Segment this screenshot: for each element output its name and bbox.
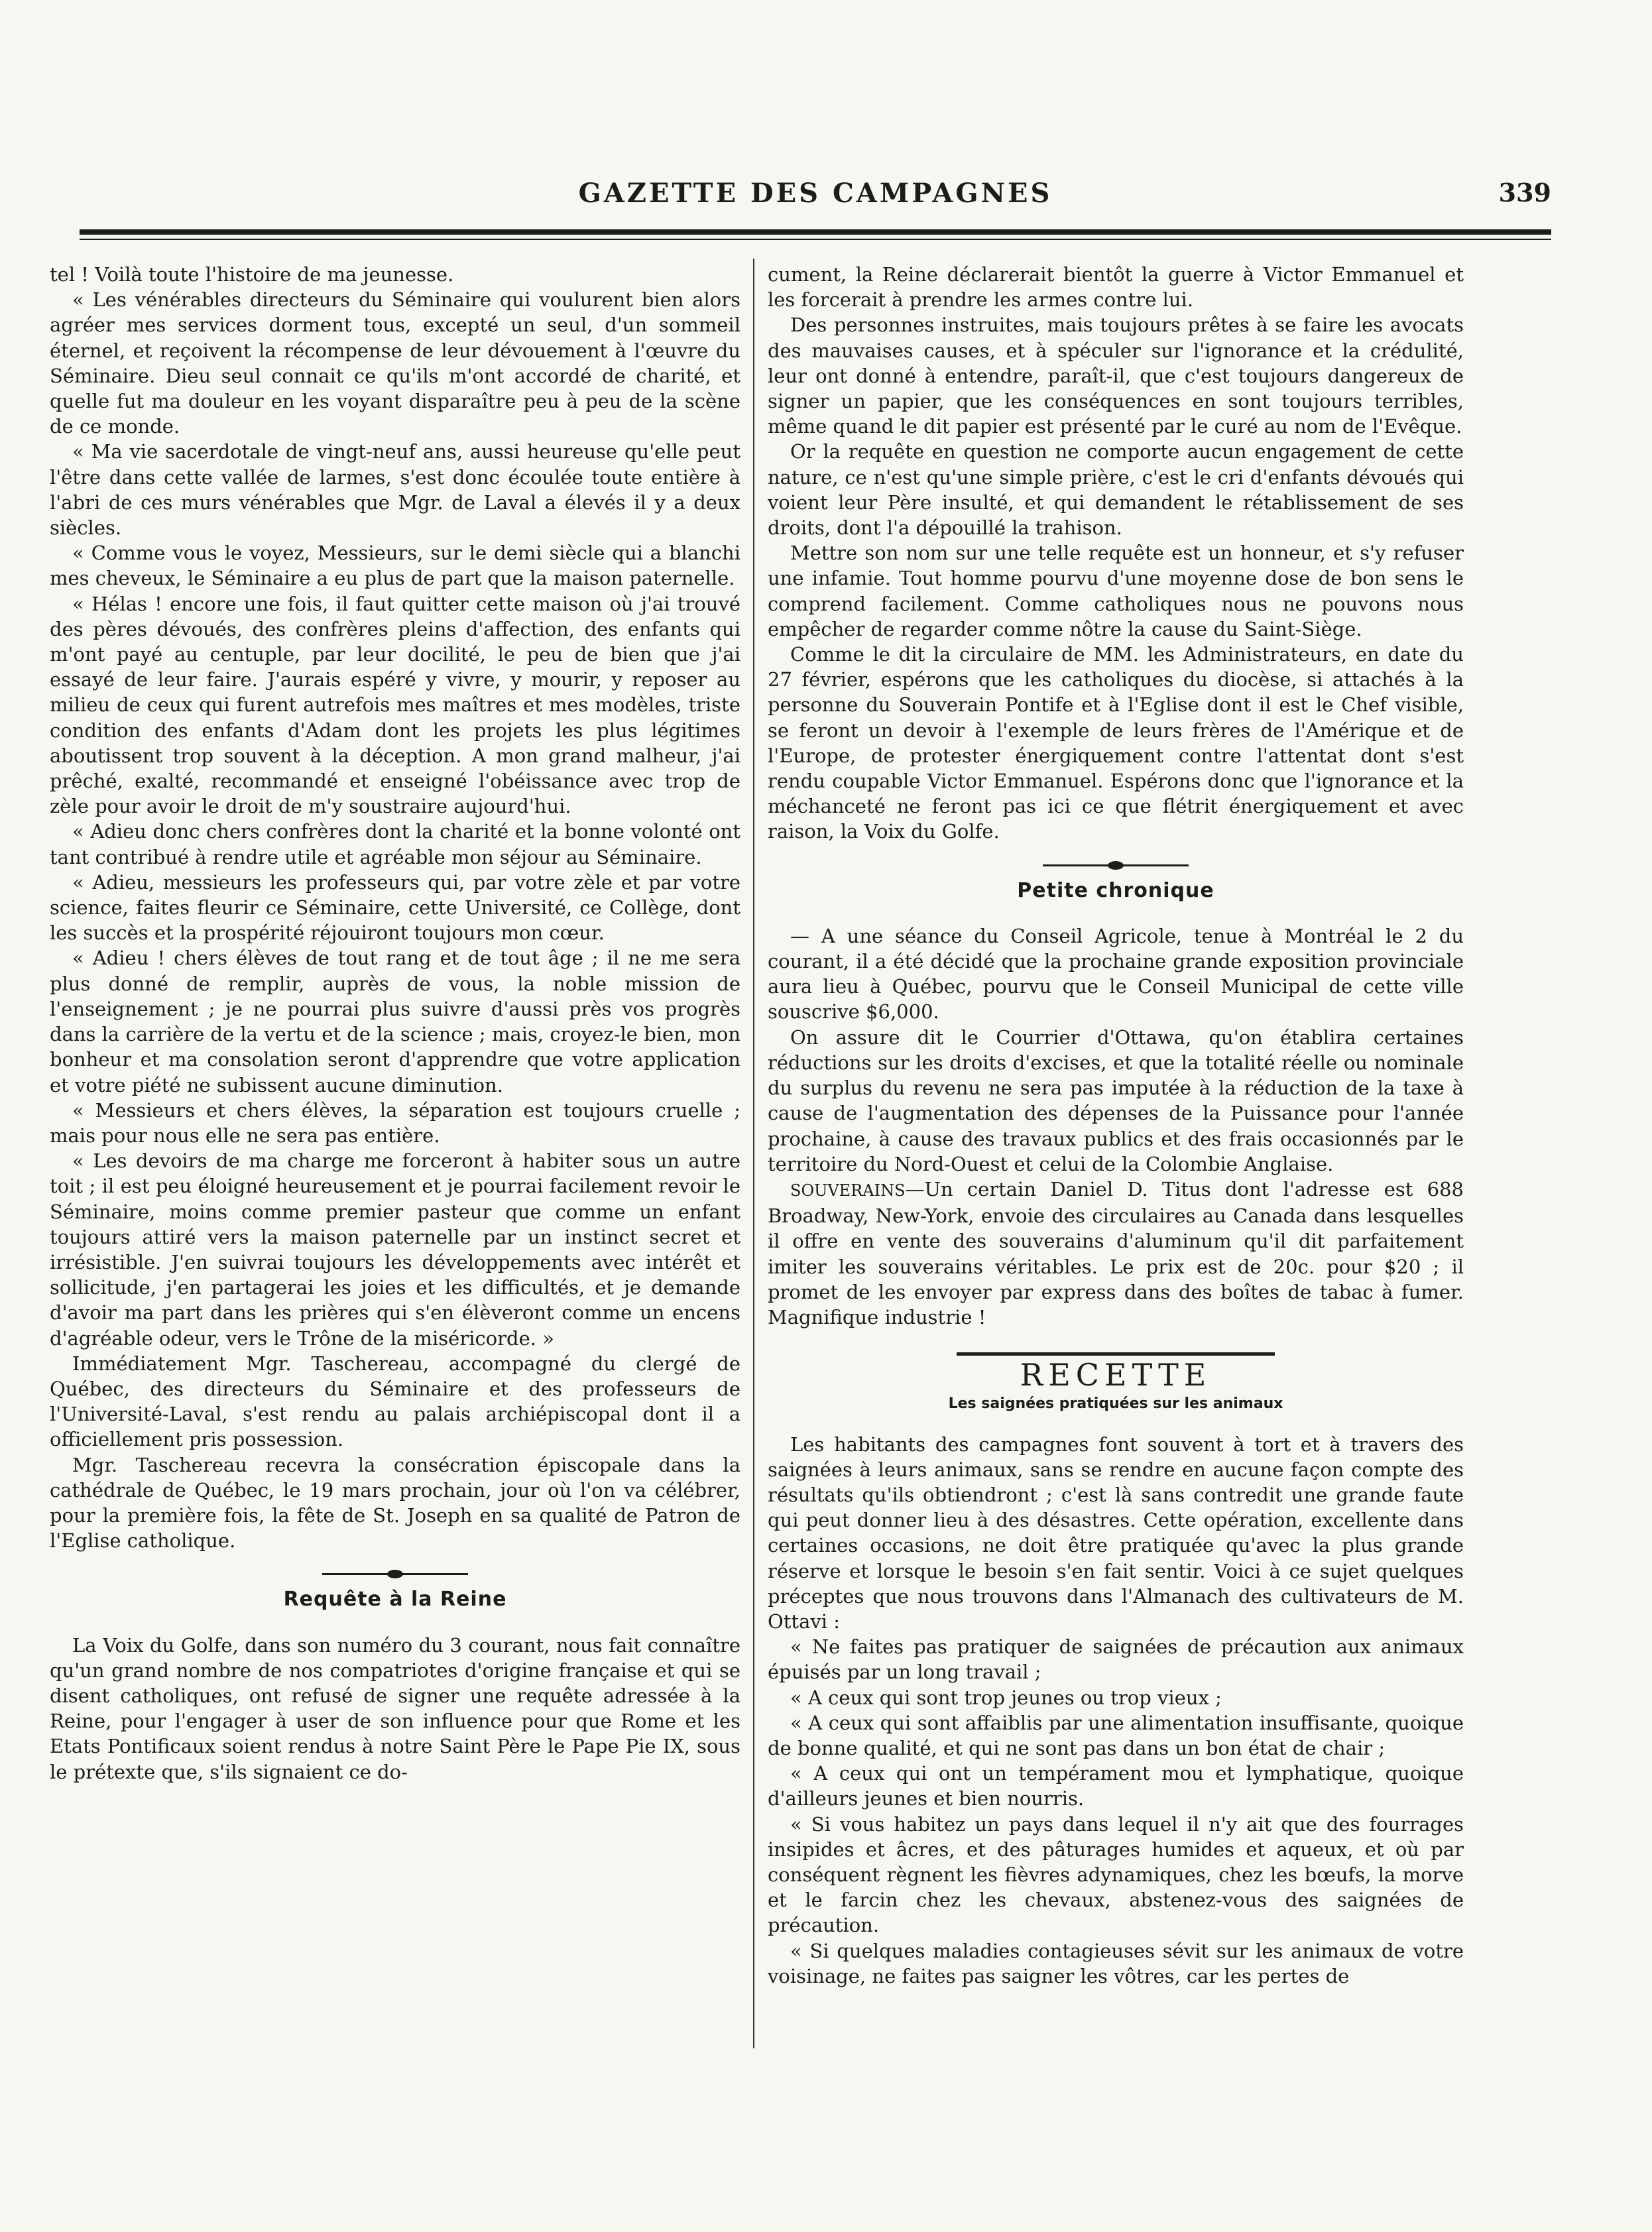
section-title-requete: Requête à la Reine: [283, 1588, 507, 1612]
paragraph: [50, 1148, 740, 1351]
recette-rule: [957, 1352, 1275, 1356]
paragraph: [768, 1938, 1464, 1989]
paragraph: [50, 1098, 740, 1148]
paragraph: [768, 1710, 1464, 1761]
paragraph: [50, 1452, 740, 1554]
paragraph-text: Immédiatement Mgr. Taschereau, accompagné du clergé de Québec, des directeurs du Séminaire et des professeurs de l'Université-Laval, s'est rendu au palais archiépiscopal dont il a officiellement pris possession.: [50, 1352, 740, 1451]
right-article-body: [768, 262, 1464, 845]
paragraph-text: « Si vous habitez un pays dans lequel il n'y ait que des fourrages insipides et âcres, et des pâturages humides et aqueux, et où par conséquent règnent les fièvres adynamiques, chez les bœufs, la morve et le farcin chez les chevaux, abstenez-vous des saignées de précaution.: [768, 1812, 1464, 1937]
paragraph-text: Mettre son nom sur une telle requête est un honneur, et s'y refuser une infamie. Tout homme pourvu d'une moyenne dose de bon sens le comprend facilement. Comme catholiques nous ne pouvons nous empêcher de regarder comme nôtre la cause du Saint-Siège.: [768, 542, 1464, 640]
paragraph-text: —Un certain Daniel D. Titus dont l'adresse est 688 Broadway, New-York, envoie des circulaires au Canada dans lesquelles il offre en vente des souverains d'aluminum qu'il dit parfaitement imiter les souverains véritables. Le prix est de 20c. pour $20 ; il promet de les envoyer par express dans des boîtes de tabac à fumer. Magnifique industrie !: [768, 1177, 1464, 1328]
paragraph-text: « Les devoirs de ma charge me forceront à habiter sous un autre toit ; il est peu éloigné heureusement et je pourrai facilement revoir le Séminaire, moins comme premier pasteur que comme un enfant toujours attiré vers la maison paternelle par un instinct secret et irrésistible. J'en suivrai toujours les développements avec intérêt et sollicitude, j'en partagerai les joies et les difficultés, et je demande d'avoir ma part dans les prières qui s'en élèveront comme un encens d'agréable odeur, vers le Trône de la miséricorde. »: [50, 1149, 740, 1350]
paragraph-text: cument, la Reine déclarerait bientôt la guerre à Victor Emmanuel et les forcerait à prendre les armes contre lui.: [768, 263, 1464, 312]
page-number: 339: [1498, 178, 1551, 207]
paragraph: [768, 1432, 1464, 1635]
paragraph-text: Or la requête en question ne comporte aucun engagement de cette nature, ce n'est qu'une simple prière, c'est le cri d'enfants dévoués qui voient leur Père insulté, et qui demandent le rétablissement de ses droits, dont l'a dépouillé la trahison.: [768, 440, 1464, 540]
paragraph-text: « Hélas ! encore une fois, il faut quitter cette maison où j'ai trouvé des pères dévoués, des confrères pleins d'affection, des enfants qui m'ont payé au centuple, par leur docilité, le peu de bien que j'ai essayé de leur faire. J'aurais espéré y vivre, y mourir, y reposer au milieu de ceux qui furent autrefois mes maîtres et mes modèles, triste condition des enfants d'Adam dont les projets les plus légitimes aboutissent trop souvent à la déception. A mon grand malheur, j'ai prêché, exalté, recommandé et enseigné l'obéissance avec trop de zèle pour avoir le droit de m'y soustraire aujourd'hui.: [50, 592, 740, 818]
paragraph: [50, 591, 740, 819]
paragraph: [768, 1685, 1464, 1710]
paragraph-text: « Adieu donc chers confrères dont la charité et la bonne volonté ont tant contribué à rendre utile et agréable mon séjour au Séminaire.: [50, 820, 740, 868]
paragraph-lead: SOUVERAINS: [790, 1181, 906, 1200]
paragraph-text: « Ne faites pas pratiquer de saignées de précaution aux animaux épuisés par un long travail ;: [768, 1635, 1464, 1684]
paragraph: [50, 870, 740, 946]
paragraph: [50, 287, 740, 439]
paragraph-text: — A une séance du Conseil Agricole, tenue à Montréal le 2 du courant, il a été décidé que la prochaine grande exposition provinciale aura lieu à Québec, pourvu que le Conseil Municipal de cette ville souscrive $6,000.: [768, 924, 1464, 1024]
paragraph-text: « Messieurs et chers élèves, la séparation est toujours cruelle ; mais pour nous elle ne sera pas entière.: [50, 1098, 740, 1147]
paragraph: [768, 642, 1464, 845]
paragraph-text: Les habitants des campagnes font souvent à tort et à travers des saignées à leurs animaux, sans se rendre en aucune façon compte des résultats qu'ils obtiendront ; c'est là sans contredit une grande faute qui peut donner lieu à des désastres. Cette opération, excellente dans certaines occasions, ne doit être pratiquée qu'avec la plus grande réserve et lorsque le besoin s'en fait sentir. Voici à ce sujet quelques préceptes que nous trouvons dans l'Almanach des cultivateurs de M. Ottavi :: [768, 1433, 1464, 1633]
recette-subtitle: Les saignées pratiquées sur les animaux: [948, 1395, 1283, 1413]
paragraph-text: « A ceux qui sont trop jeunes ou trop vieux ;: [790, 1686, 1222, 1709]
newspaper-title: GAZETTE DES CAMPAGNES: [578, 178, 1053, 209]
paragraph: [50, 1351, 740, 1452]
paragraph: [768, 1812, 1464, 1938]
paragraph-text: « Ma vie sacerdotale de vingt-neuf ans, aussi heureuse qu'elle peut l'être dans cette vallée de larmes, s'est donc écoulée toute entière à l'abri de ces murs vénérables que Mgr. de Laval a élevés il y a deux siècles.: [50, 440, 740, 540]
paragraph: [50, 945, 740, 1097]
left-article-body: [50, 262, 740, 1553]
paragraph-text: « A ceux qui ont un tempérament mou et lymphatique, quoique d'ailleurs jeunes et bien nourris.: [768, 1762, 1464, 1810]
paragraph: [768, 1177, 1464, 1330]
paragraph: [768, 923, 1464, 1025]
paragraph: [50, 439, 740, 540]
requete-article-body: [50, 1633, 740, 1785]
paragraph-text: « Adieu ! chers élèves de tout rang et de tout âge ; il ne me sera plus donné de remplir, auprès de vous, la noble mission de l'enseignement ; je ne pourrai plus suivre d'aussi près vos progrès dans la carrière de la vertu et de la science ; mais, croyez-le bien, mon bonheur et ma consolation seront d'apprendre que votre application et votre piété ne subissent aucune diminution.: [50, 947, 740, 1096]
paragraph-text: « Si quelques maladies contagieuses sévit sur les animaux de votre voisinage, ne faites pas saigner les vôtres, car les pertes de: [768, 1939, 1464, 1987]
paragraph: [768, 439, 1464, 540]
paragraph-text: Comme le dit la circulaire de MM. les Administrateurs, en date du 27 février, espérons que les catholiques du diocèse, si attachés à la personne du Souverain Pontife et à l'Eglise dont il est le Chef visible, se feront un devoir à l'exemple de leurs frères de l'Amérique et de l'Europe, de protester énergiquement contre l'attentat dont s'est rendu coupable Victor Emmanuel. Espérons donc que l'ignorance et la méchanceté ne feront pas ici ce que flétrit énergiquement et avec raison, la Voix du Golfe.: [768, 643, 1464, 843]
recette-body: [768, 1432, 1464, 1989]
paragraph: [768, 1634, 1464, 1684]
paragraph-text: Des personnes instruites, mais toujours prêtes à se faire les avocats des mauvaises causes, et à spéculer sur l'ignorance et la crédulité, leur ont donné à entendre, paraît-il, que c'est toujours dangereux de signer un papier, que les conséquences en sont toujours terribles, même quand le dit papier est présenté par le curé au nom de l'Evêque.: [768, 314, 1464, 438]
paragraph: [50, 819, 740, 869]
paragraph: [768, 262, 1464, 312]
paragraph: [768, 540, 1464, 642]
paragraph: [768, 1761, 1464, 1811]
paragraph: [768, 1025, 1464, 1177]
paragraph-text: On assure dit le Courrier d'Ottawa, qu'on établira certaines réductions sur les droits d'excises, et que la totalité réelle ou nominale du surplus du revenu ne sera pas imputée à la réduction de la taxe à cause de l'augmentation des dépenses de la Puissance pour l'année prochaine, à cause des travaux publics et des frais occasionnés par le territoire du Nord-Ouest et celui de la Colombie Anglaise.: [768, 1026, 1464, 1175]
paragraph-text: « Adieu, messieurs les professeurs qui, par votre zèle et par votre science, faites fleurir ce Séminaire, cette Université, ce Collège, dont les succès et la prospérité réjouiront toujours mon cœur.: [50, 870, 740, 945]
paragraph: [50, 540, 740, 591]
right-column: [768, 262, 1464, 2099]
paragraph: [50, 262, 740, 287]
page-header: [80, 172, 1551, 219]
paragraph-text: « Les vénérables directeurs du Séminaire qui voulurent bien alors agréer mes services dorment tous, excepté un seul, d'un sommeil éternel, et reçoivent la récompense de leur dévouement à l'œuvre du Séminaire. Dieu seul connait ce qu'ils m'ont accordé de charité, et quelle fut ma douleur en les voyant disparaître peu à peu de la scène de ce monde.: [50, 288, 740, 438]
left-column: [50, 262, 740, 2099]
paragraph-text: « A ceux qui sont affaiblis par une alimentation insuffisante, quoique de bonne qualité, et qui ne sont pas dans un bon état de chair ;: [768, 1711, 1464, 1759]
paragraph: [50, 1633, 740, 1785]
header-rule: [80, 229, 1551, 235]
section-title-chronique: Petite chronique: [1017, 878, 1214, 902]
paragraph-text: La Voix du Golfe, dans son numéro du 3 courant, nous fait connaître qu'un grand nombre de nos compatriotes d'origine française et qui se disent catholiques, ont refusé de signer une requête adressée à la Reine, pour l'engager à user de son influence pour que Rome et les Etats Pontificaux soient rendus à notre Saint Père le Pape Pie IX, sous le prétexte que, s'ils signaient ce do-: [50, 1633, 740, 1783]
paragraph: [768, 312, 1464, 439]
paragraph-text: tel ! Voilà toute l'histoire de ma jeunesse.: [50, 263, 454, 286]
header-rule-thin: [80, 239, 1551, 240]
recette-title: RECETTE: [1020, 1357, 1212, 1393]
paragraph-text: Mgr. Taschereau recevra la consécration épiscopale dans la cathédrale de Québec, le 19 mars prochain, jour où l'on va célébrer, pour la première fois, la fête de St. Joseph en sa qualité de Patron de l'Eglise catholique.: [50, 1453, 740, 1553]
column-divider: [753, 259, 754, 2048]
section-divider: [322, 1573, 468, 1575]
section-divider: [1043, 864, 1189, 866]
chronique-body: [768, 923, 1464, 1330]
paragraph-text: « Comme vous le voyez, Messieurs, sur le demi siècle qui a blanchi mes cheveux, le Séminaire a eu plus de part que la maison paternelle.: [50, 542, 740, 590]
